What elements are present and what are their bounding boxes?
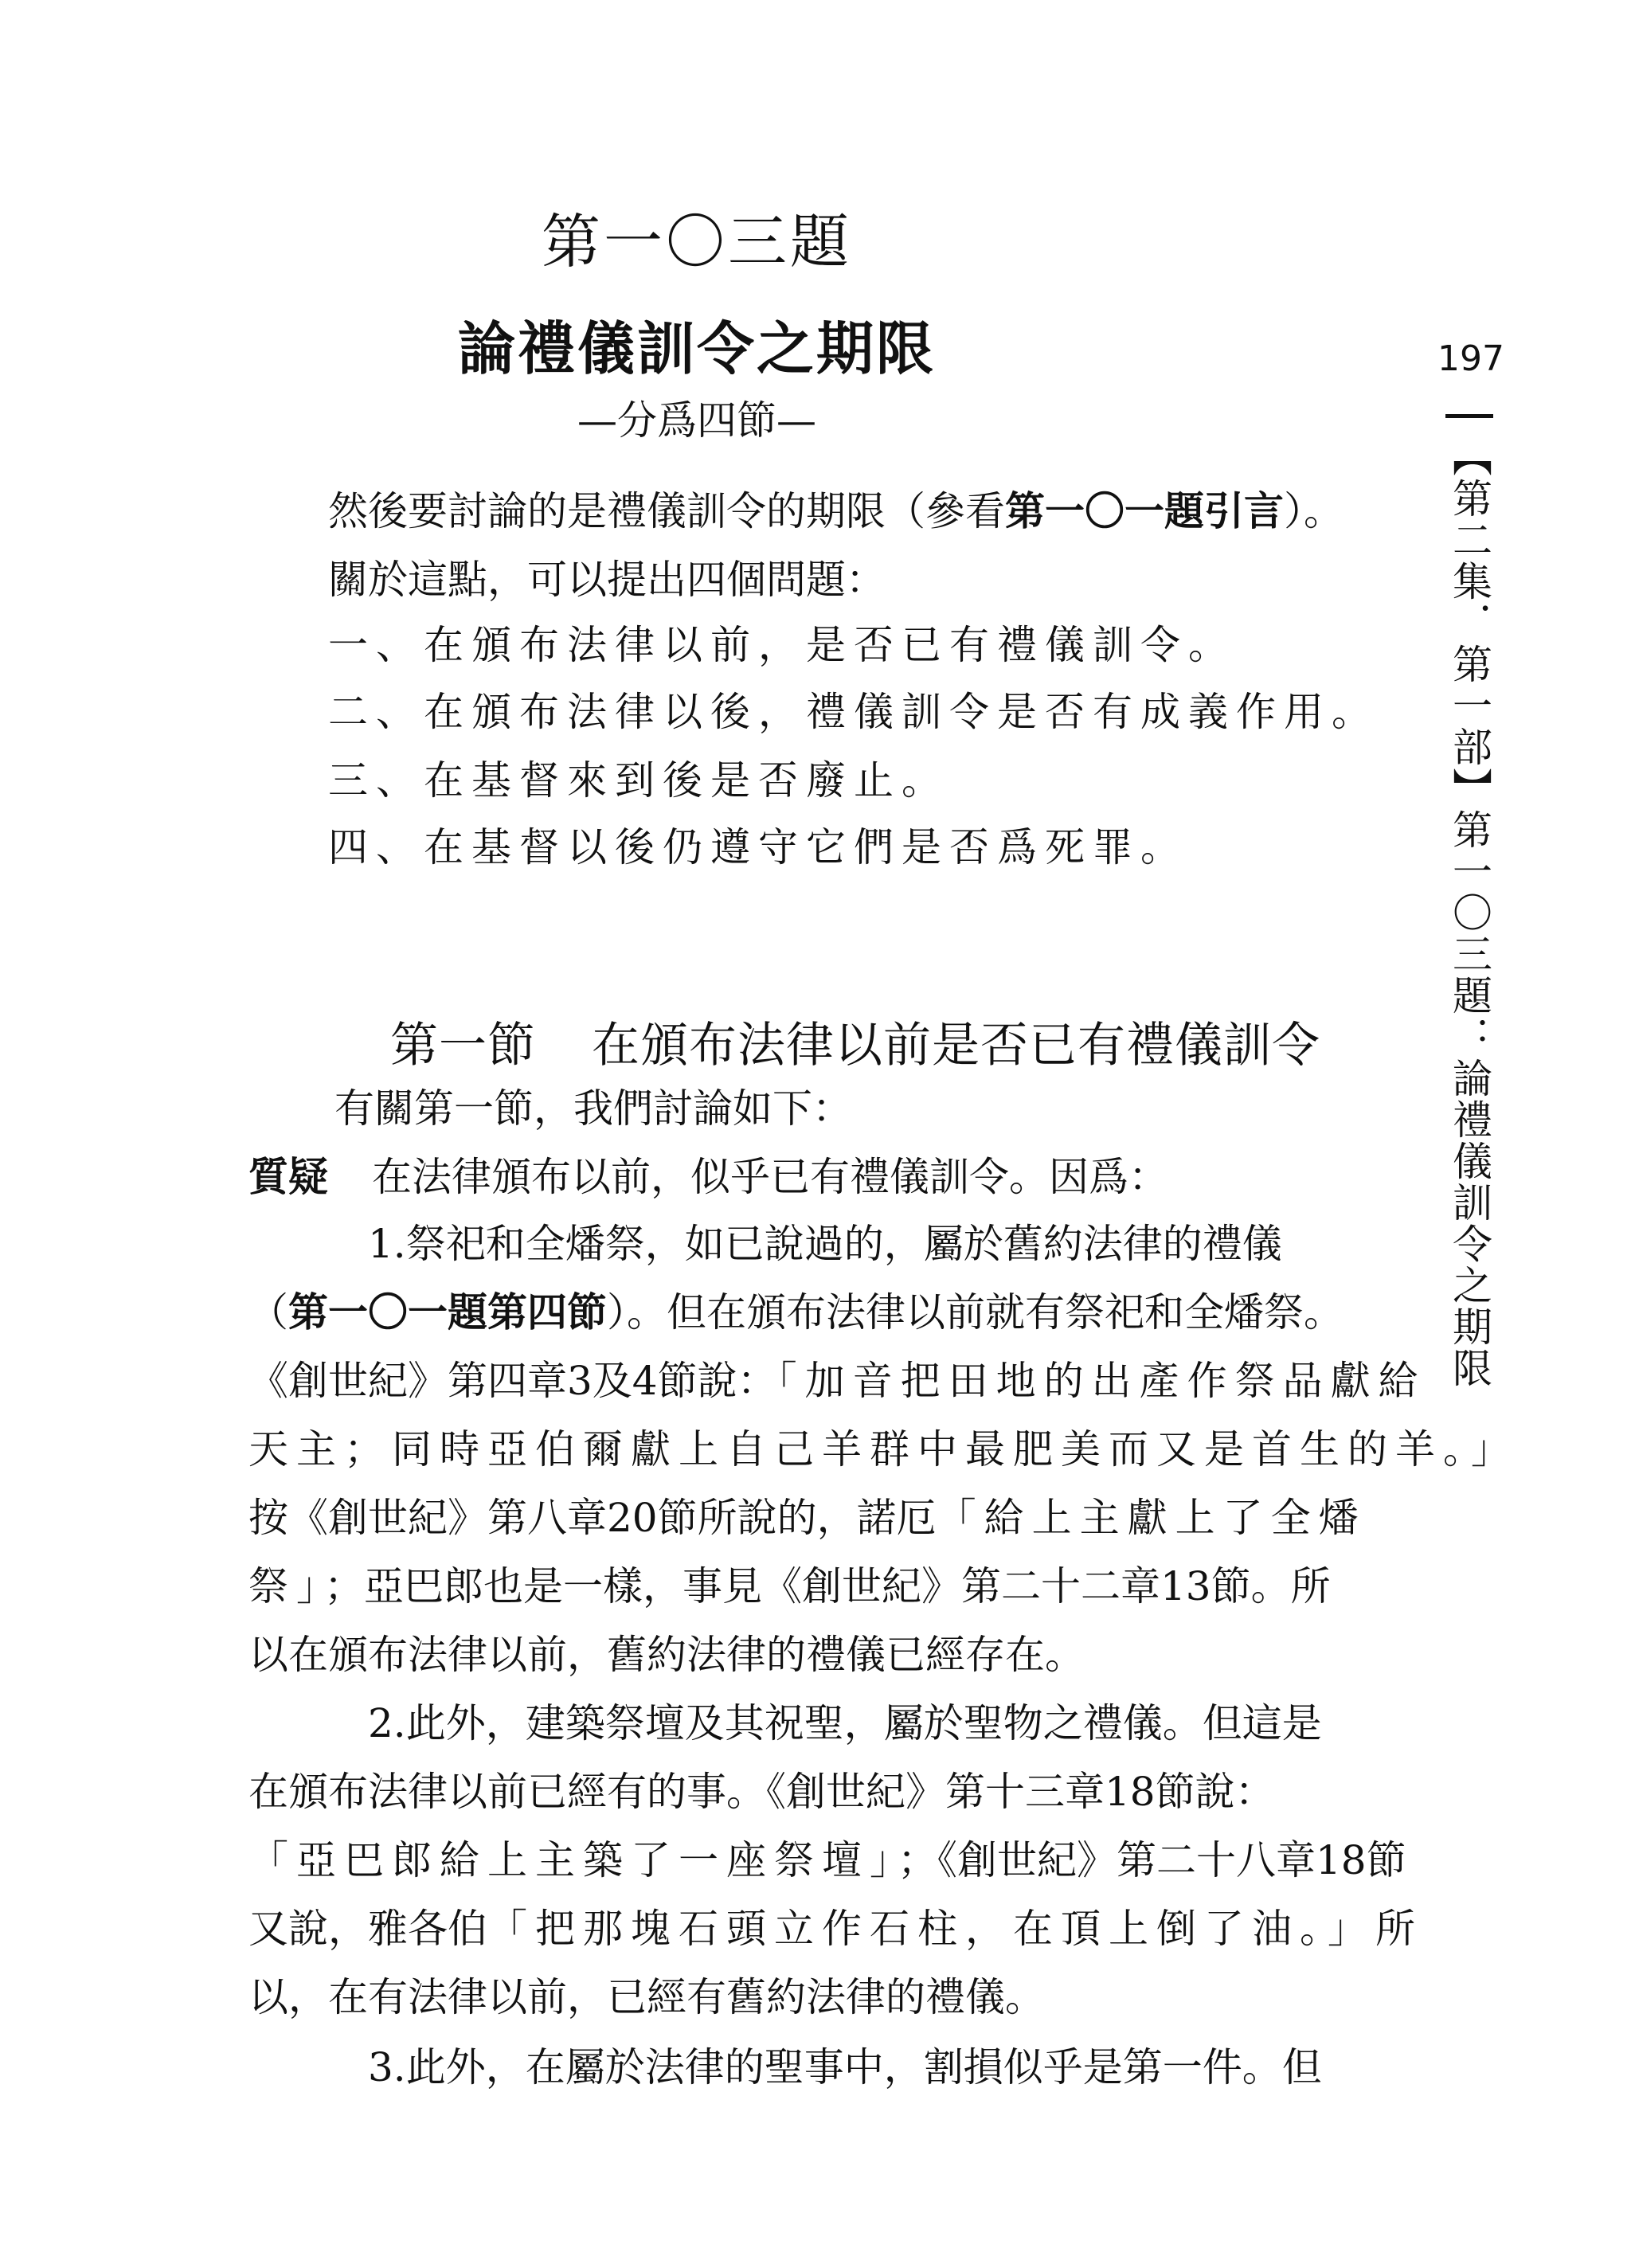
running-header: 【第二集．第一部】第一〇三題：論禮儀訓令之期限 [1446, 436, 1492, 1389]
body-line: 以，在有法律以前，已經有舊約法律的禮儀。 [248, 1974, 1045, 2020]
question-item-3: 三、在基督來到後是否廢止。 [328, 757, 949, 804]
scripture-quote: 「亞巴郎給上主築了一座祭壇」 [248, 1837, 898, 1883]
body-line: 1.祭祀和全燔祭，如已說過的，屬於舊約法律的禮儀 [368, 1221, 1282, 1267]
scripture-quote: 天主；同時亞伯爾獻上自己羊群中最肥美而又是首生的羊。」 [248, 1426, 1519, 1472]
intro-text-end: ）。 [1284, 488, 1344, 534]
body-line: 2.此外，建築祭壇及其祝聖，屬於聖物之禮儀。但這是 [368, 1700, 1322, 1746]
body-text: ）。但在頒布法律以前就有祭祀和全燔祭。 [607, 1289, 1344, 1335]
body-text: 《創世紀》第四章3及4節說： [248, 1358, 777, 1404]
page-number: 197 [1437, 338, 1504, 379]
page-title: 論禮儀訓令之期限 [457, 315, 936, 382]
cross-reference: 第一〇一題引言 [1005, 488, 1284, 534]
body-text: 按《創世紀》第八章20節所說的，諾厄 [248, 1495, 937, 1541]
paren-open: （ [248, 1289, 288, 1335]
body-line [248, 1836, 1406, 1884]
section-title: 在頒布法律以前是否已有禮儀訓令 [592, 1018, 1320, 1073]
body-line [248, 1288, 1344, 1336]
intro-line-1 [328, 487, 1344, 535]
body-text: 又說，雅各伯 [248, 1906, 487, 1952]
scripture-quote: 「把那塊石頭立作石柱，在頂上倒了油。」 [487, 1906, 1375, 1952]
section-label: 第一節 [390, 1018, 536, 1073]
objection-label: 質疑 [248, 1154, 328, 1200]
question-item-4: 四、在基督以後仍遵守它們是否爲死罪。 [328, 824, 1188, 870]
section-heading [390, 1007, 1320, 1076]
question-item-1: 一、在頒布法律以前，是否已有禮儀訓令。 [328, 622, 1236, 668]
scripture-quote: 祭」 [248, 1563, 324, 1609]
scripture-quote: 「加音把田地的出產作祭品獻給 [776, 1358, 1426, 1404]
body-line: 以在頒布法律以前，舊約法律的禮儀已經存在。 [248, 1632, 1085, 1678]
intro-line-2: 關於這點，可以提出四個問題： [328, 557, 886, 603]
body-text: ；亞巴郎也是一樣，事見《創世紀》第二十二章13節。所 [324, 1563, 1331, 1609]
body-line [248, 1562, 1331, 1610]
objection-text: 在法律頒布以前，似乎已有禮儀訓令。因爲： [372, 1154, 1168, 1200]
body-text: ；《創世紀》第二十八章18節 [898, 1837, 1406, 1883]
intro-text: 然後要討論的是禮儀訓令的期限（參看 [328, 488, 1005, 534]
page-subtitle: —分爲四節— [577, 397, 816, 444]
body-line [248, 1357, 1426, 1405]
body-text: 所 [1375, 1906, 1415, 1952]
question-item-2: 二、在頒布法律以後，禮儀訓令是否有成義作用。 [328, 689, 1379, 735]
header-rule [1445, 414, 1493, 418]
body-line: 在頒布法律以前已經有的事。《創世紀》第十三章18節說： [248, 1769, 1275, 1815]
body-line: 3.此外，在屬於法律的聖事中，割損似乎是第一件。但 [368, 2044, 1322, 2090]
body-line [248, 1494, 1367, 1542]
question-number: 第一〇三題 [542, 208, 852, 276]
body-line [248, 1905, 1415, 1953]
section-intro: 有關第一節，我們討論如下： [334, 1085, 852, 1132]
scripture-quote: 「給上主獻上了全燔 [936, 1495, 1367, 1541]
objection-line [248, 1153, 1168, 1201]
cross-reference: 第一〇一題第四節 [288, 1289, 607, 1335]
